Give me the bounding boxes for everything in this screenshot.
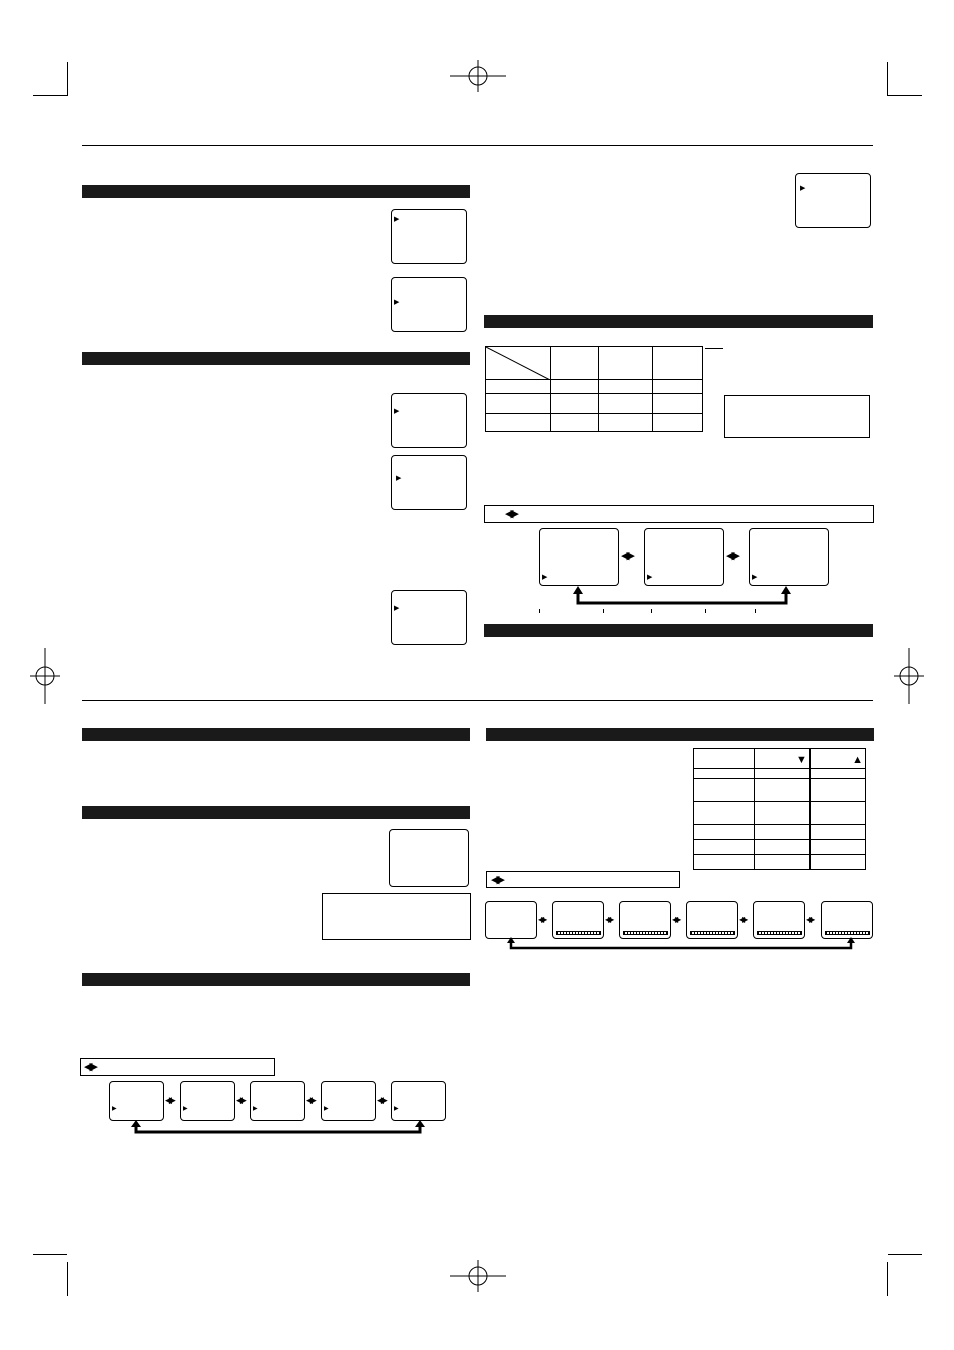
cursor-arrow-icon: ▶ <box>752 574 758 581</box>
cursor-arrow-icon: ▶ <box>394 216 400 223</box>
osd-screen-1 <box>391 209 467 264</box>
double-arrow-icon: ◀▶ <box>306 1095 314 1105</box>
double-arrow-icon: ◀▶ <box>726 550 737 562</box>
table-cell <box>486 414 551 432</box>
table-header-cell <box>599 347 653 380</box>
cursor-arrow-icon: ▶ <box>324 1106 329 1112</box>
crop-mark-br-v <box>887 1262 888 1296</box>
cycle-screen-8 <box>391 1081 446 1121</box>
crop-mark-tr-h <box>888 95 922 96</box>
level-bar-icon <box>556 931 601 935</box>
top-rule <box>82 145 873 146</box>
sequence-caption-bar-2 <box>80 1058 275 1076</box>
table-cell <box>810 824 866 839</box>
cycle-screen-3 <box>749 528 829 586</box>
section-bar-7 <box>82 973 470 986</box>
cursor-arrow-icon: ▶ <box>800 185 806 192</box>
table-cell <box>754 824 810 839</box>
tick-mark <box>603 609 604 613</box>
cursor-arrow-icon: ▶ <box>253 1106 258 1112</box>
table-header-cell <box>550 347 599 380</box>
table-cell <box>653 414 703 432</box>
down-triangle-icon: ▼ <box>795 753 807 766</box>
table-cell <box>599 414 653 432</box>
loop-arrow-icon <box>130 1120 426 1136</box>
table-cell <box>486 380 551 394</box>
loop-arrow-icon <box>505 937 857 951</box>
double-arrow-icon: ◀▶ <box>672 915 679 924</box>
registration-mark-left <box>30 648 60 704</box>
table-cell <box>754 779 810 802</box>
table-cell <box>754 839 810 854</box>
table-cell <box>550 414 599 432</box>
cursor-arrow-icon: ▶ <box>112 1106 117 1112</box>
adjust-screen-2 <box>552 901 604 939</box>
registration-mark-bottom <box>450 1260 506 1292</box>
double-arrow-icon: ◀▶ <box>236 1095 244 1105</box>
osd-screen-7 <box>389 829 469 887</box>
double-arrow-icon: ◀▶ <box>84 1061 95 1073</box>
double-arrow-icon: ◀▶ <box>739 915 746 924</box>
cycle-screen-7 <box>321 1081 376 1121</box>
table-callout-line <box>705 348 723 349</box>
cursor-arrow-icon: ▶ <box>394 408 400 415</box>
cursor-arrow-icon: ▶ <box>394 605 400 612</box>
settings-table <box>485 346 703 432</box>
table-cell <box>694 779 755 802</box>
cycle-screen-6 <box>250 1081 305 1121</box>
cursor-arrow-icon: ▶ <box>183 1106 188 1112</box>
table-cell <box>754 769 810 779</box>
cycle-screen-5 <box>180 1081 235 1121</box>
crop-mark-tr-v <box>887 62 888 96</box>
osd-screen-3 <box>391 393 467 448</box>
note-box-1 <box>724 395 870 438</box>
table-cell <box>550 380 599 394</box>
table-cell <box>810 779 866 802</box>
adjust-screen-6 <box>821 901 873 939</box>
level-bar-icon <box>757 931 802 935</box>
table-header-cell <box>754 749 810 769</box>
cycle-screen-1 <box>539 528 619 586</box>
table-cell <box>810 769 866 779</box>
crop-mark-tl-h <box>33 95 67 96</box>
section-bar-4 <box>484 624 873 637</box>
double-arrow-icon: ◀▶ <box>377 1095 385 1105</box>
table-cell <box>754 802 810 824</box>
up-triangle-icon: ▲ <box>852 753 863 766</box>
cursor-arrow-icon: ▶ <box>542 574 548 581</box>
osd-screen-2 <box>391 277 467 332</box>
crop-mark-bl-v <box>67 1262 68 1296</box>
table-cell <box>694 824 755 839</box>
tick-mark <box>539 609 540 613</box>
section-bar-2 <box>82 352 470 365</box>
table-header-cell <box>694 749 755 769</box>
table-header-cell <box>810 749 866 769</box>
table-cell <box>810 802 866 824</box>
middle-rule <box>82 700 873 701</box>
cycle-screen-2 <box>644 528 724 586</box>
registration-mark-right <box>894 648 924 704</box>
table-corner-cell <box>486 347 551 380</box>
adjustment-table <box>693 748 866 870</box>
level-bar-icon <box>690 931 735 935</box>
double-arrow-icon: ◀▶ <box>165 1095 173 1105</box>
sequence-caption-bar-1 <box>484 505 874 523</box>
tick-mark <box>705 609 706 613</box>
cursor-arrow-icon: ▶ <box>396 475 402 482</box>
tick-mark <box>755 609 756 613</box>
table-header-cell <box>653 347 703 380</box>
crop-mark-tl-v <box>67 62 68 96</box>
level-bar-icon <box>825 931 870 935</box>
table-cell <box>754 854 810 869</box>
section-bar-6 <box>82 806 470 819</box>
table-cell <box>810 839 866 854</box>
table-cell <box>653 380 703 394</box>
table-cell <box>694 769 755 779</box>
section-bar-1 <box>82 185 470 198</box>
adjust-screen-4 <box>686 901 738 939</box>
note-box-2 <box>322 893 471 940</box>
tick-mark <box>651 609 652 613</box>
table-cell <box>550 394 599 414</box>
loop-arrow-icon <box>570 586 794 606</box>
osd-screen-4 <box>391 455 467 510</box>
osd-screen-6 <box>795 173 871 228</box>
double-arrow-icon: ◀▶ <box>505 508 516 520</box>
table-cell <box>694 854 755 869</box>
double-arrow-icon: ◀▶ <box>538 915 545 924</box>
osd-screen-5 <box>391 590 467 645</box>
adjust-screen-5 <box>753 901 805 939</box>
adjust-screen-1 <box>485 901 537 939</box>
double-arrow-icon: ◀▶ <box>806 915 813 924</box>
sequence-caption-bar-3 <box>486 871 680 888</box>
level-bar-icon <box>623 931 668 935</box>
section-bar-5 <box>82 728 470 741</box>
double-arrow-icon: ◀▶ <box>491 874 502 886</box>
table-cell <box>694 839 755 854</box>
table-cell <box>694 802 755 824</box>
cycle-screen-4 <box>109 1081 164 1121</box>
cursor-arrow-icon: ▶ <box>394 1106 399 1112</box>
section-bar-3 <box>484 315 873 328</box>
double-arrow-icon: ◀▶ <box>621 550 632 562</box>
adjust-screen-3 <box>619 901 671 939</box>
table-cell <box>653 394 703 414</box>
table-cell <box>486 394 551 414</box>
table-cell <box>599 394 653 414</box>
cursor-arrow-icon: ▶ <box>394 299 400 306</box>
crop-mark-bl-h <box>33 1254 67 1255</box>
table-cell <box>599 380 653 394</box>
table-cell <box>810 854 866 869</box>
cursor-arrow-icon: ▶ <box>647 574 653 581</box>
crop-mark-br-h <box>888 1254 922 1255</box>
diagonal-divider <box>486 347 550 380</box>
registration-mark-top <box>450 60 506 92</box>
double-arrow-icon: ◀▶ <box>605 915 612 924</box>
section-bar-8 <box>486 728 874 741</box>
